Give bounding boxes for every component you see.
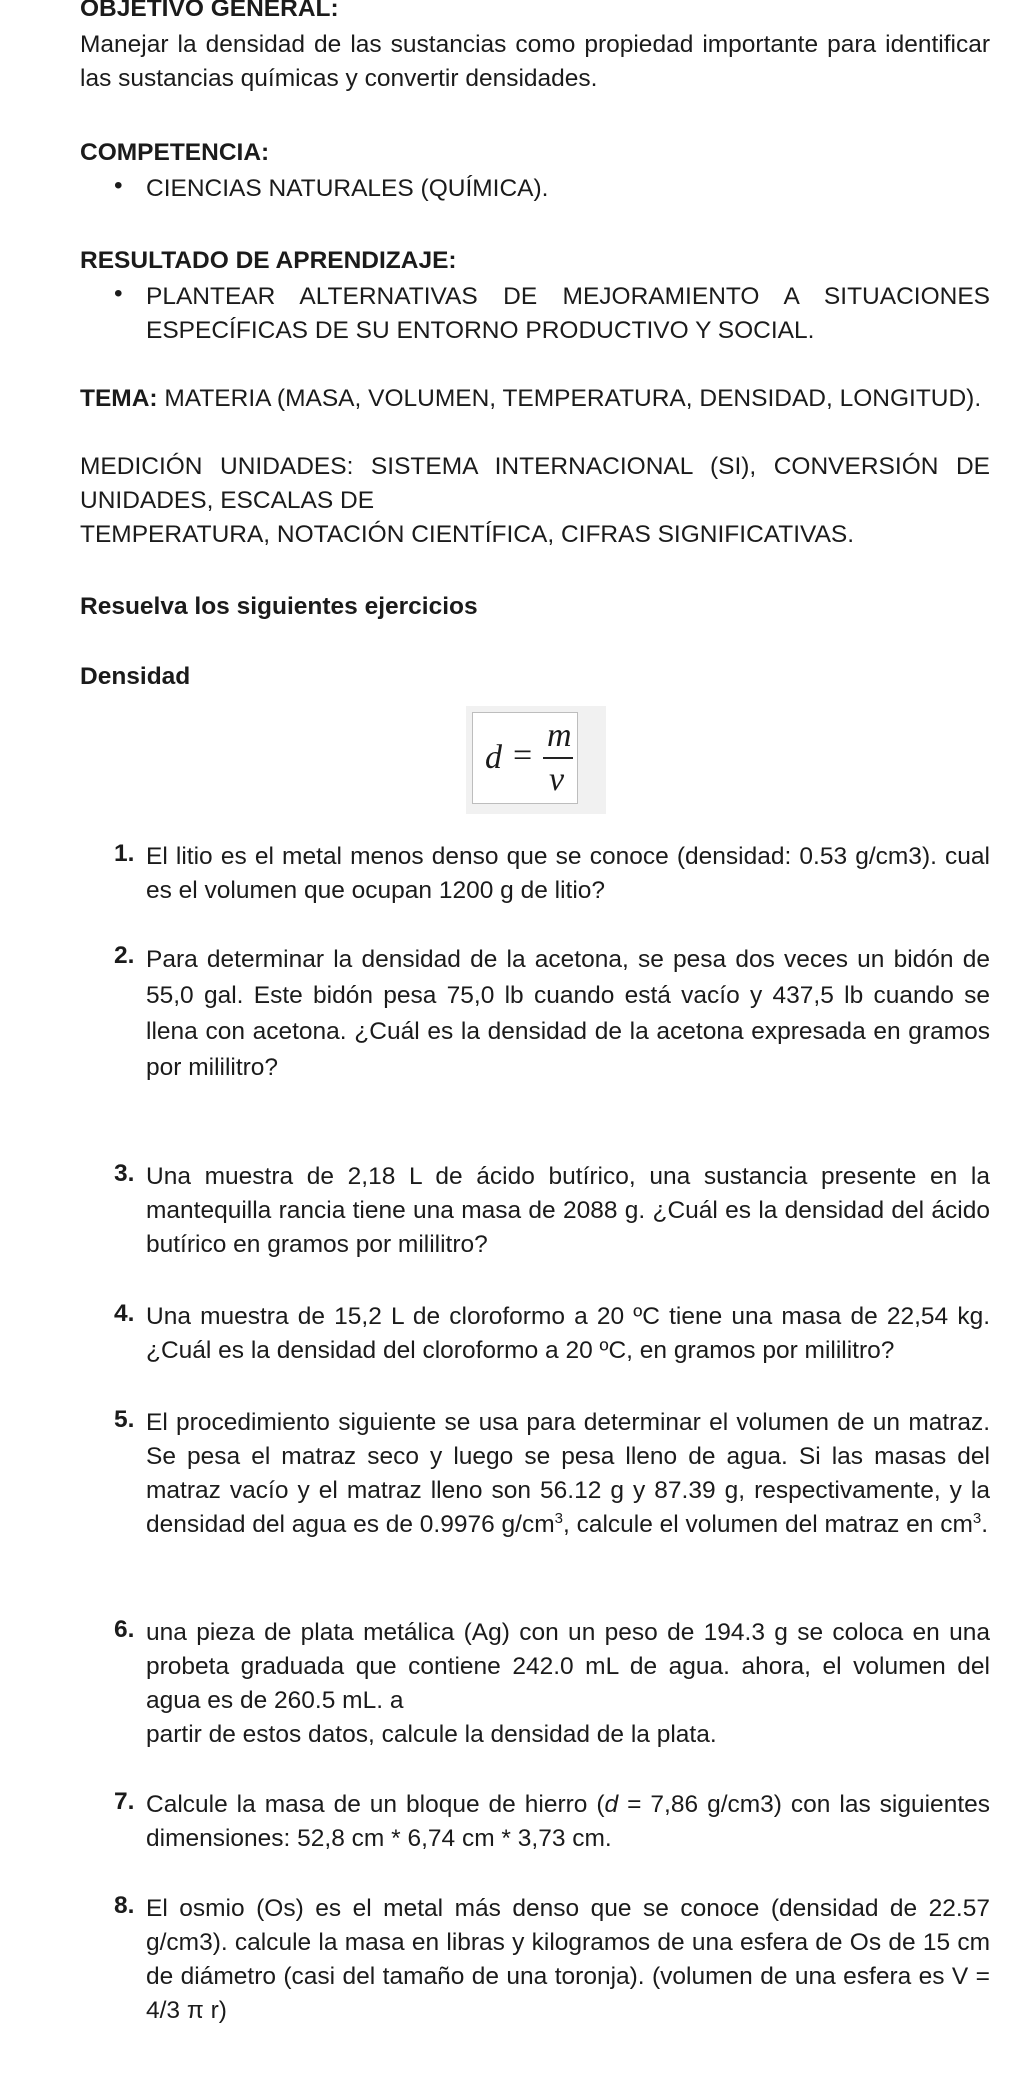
exercise-3: [80, 1160, 990, 1262]
exercise-2: [80, 942, 990, 1086]
exercise-number: 7.: [114, 1788, 135, 1815]
exercise-text: Una muestra de 15,2 L de cloroformo a 20 ºC tiene una masa de 22,54 kg. ¿Cuál es la densidad del cloroformo a 20 ºC, en gramos por mililitro?: [146, 1303, 990, 1364]
exercise-6: [80, 1616, 990, 1752]
bullet-icon: •: [114, 172, 123, 199]
medicion-line1: MEDICIÓN UNIDADES: SISTEMA INTERNACIONAL (SI), CONVERSIÓN DE UNIDADES, ESCALAS DE: [80, 453, 990, 514]
competencia-item: [80, 172, 990, 206]
exercise-number: 3.: [114, 1160, 135, 1187]
exercise-text-continued: partir de estos datos, calcule la densidad de la plata.: [146, 1721, 717, 1748]
resultado-heading: RESULTADO DE APRENDIZAJE:: [80, 247, 457, 274]
resultado-item: [80, 280, 990, 348]
medicion-line2: TEMPERATURA, NOTACIÓN CIENTÍFICA, CIFRAS SIGNIFICATIVAS.: [80, 521, 855, 548]
instructions: Resuelva los siguientes ejercicios: [80, 593, 478, 620]
resultado-item-text: PLANTEAR ALTERNATIVAS DE MEJORAMIENTO A SITUACIONES ESPECÍFICAS DE SU ENTORNO PRODUCTIVO Y SOCIAL.: [146, 283, 990, 344]
tema-text: MATERIA (MASA, VOLUMEN, TEMPERATURA, DENSIDAD, LONGITUD).: [157, 385, 982, 412]
exercise-text: El litio es el metal menos denso que se conoce (densidad: 0.53 g/cm3). cual es el volumen que ocupan 1200 g de litio?: [146, 843, 990, 904]
exercise-text: Una muestra de 2,18 L de ácido butírico, una sustancia presente en la mantequilla rancia tiene una masa de 2088 g. ¿Cuál es la densidad del ácido butírico en gramos por mililitro?: [146, 1163, 990, 1258]
exercise-5: [80, 1406, 990, 1542]
objetivo-heading: OBJETIVO GENERAL:: [80, 0, 339, 22]
competencia-item-text: CIENCIAS NATURALES (QUÍMICA).: [146, 175, 549, 202]
exercise-number: 4.: [114, 1300, 135, 1327]
section-title: Densidad: [80, 663, 191, 690]
exercise-number: 5.: [114, 1406, 135, 1433]
density-formula: [466, 706, 606, 814]
exercise-text: Calcule la masa de un bloque de hierro (d = 7,86 g/cm3) con las siguientes dimensiones: 52,8 cm * 6,74 cm * 3,73 cm.: [146, 1791, 990, 1852]
exercise-number: 1.: [114, 840, 135, 867]
exercise-text: El procedimiento siguiente se usa para determinar el volumen de un matraz. Se pesa el matraz seco y luego se pesa lleno de agua. Si las masas del matraz vacío y el matraz lleno son 56.12 g y 87.39 g, respectivamente, y la densidad del agua es de 0.9976 $g/cm^3$, calcule el volumen del matraz en $cm^3$.: [146, 1409, 990, 1538]
fraction-bar: [543, 757, 573, 759]
exercise-text: El osmio (Os) es el metal más denso que se conoce (densidad de 22.57 g/cm3). calcule la masa en libras y kilogramos de una esfera de Os de 15 cm de diámetro (casi del tamaño de una toronja). (volumen de una esfera es V = 4/3 π r): [146, 1895, 990, 2024]
exercise-number: 2.: [114, 942, 135, 969]
formula-equals: =: [513, 737, 533, 774]
bullet-icon: •: [114, 280, 123, 307]
exercise-number: 8.: [114, 1892, 135, 1919]
exercise-7: [80, 1788, 990, 1856]
objetivo-text: Manejar la densidad de las sustancias como propiedad importante para identificar las sustancias químicas y convertir densidades.: [80, 31, 990, 92]
exercise-1: [80, 840, 990, 908]
exercise-number: 6.: [114, 1616, 135, 1643]
competencia-heading: COMPETENCIA:: [80, 139, 270, 166]
formula-volume: v: [549, 761, 565, 798]
exercise-4: [80, 1300, 990, 1368]
formula-d: d: [485, 739, 502, 776]
exercise-text: una pieza de plata metálica (Ag) con un peso de 194.3 g se coloca en una probeta graduada que contiene 242.0 mL de agua. ahora, el volumen del agua es de 260.5 mL. a: [146, 1619, 990, 1714]
tema-paragraph: [80, 382, 990, 416]
formula-mass: m: [547, 717, 572, 754]
exercise-text: Para determinar la densidad de la acetona, se pesa dos veces un bidón de 55,0 gal. Este bidón pesa 75,0 lb cuando está vacío y 437,5 lb cuando se llena con acetona. ¿Cuál es la densidad de la acetona expresada en gramos por mililitro?: [146, 946, 990, 1081]
density-formula-box: [472, 712, 578, 804]
exercise-8: [80, 1892, 990, 2028]
tema-label: TEMA:: [80, 385, 158, 412]
